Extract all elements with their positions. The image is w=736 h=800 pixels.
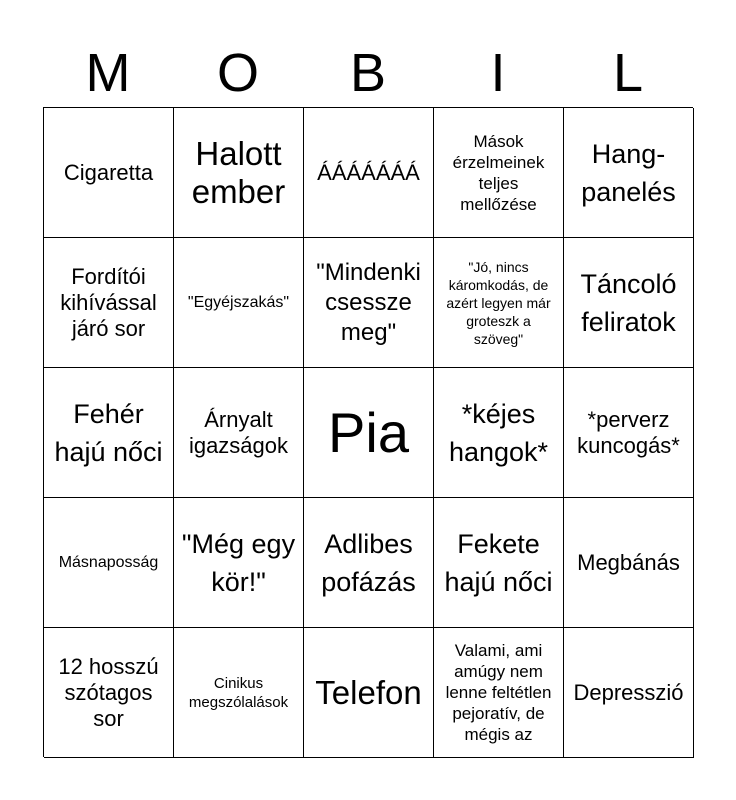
bingo-cell[interactable]: "Egyéjszakás" — [174, 238, 304, 368]
bingo-cell[interactable]: Fekete hajú nőci — [434, 498, 564, 628]
bingo-cell[interactable]: Másnaposság — [44, 498, 174, 628]
header-letter-m: M — [85, 43, 131, 103]
bingo-cell[interactable]: Árnyalt igazságok — [174, 368, 304, 498]
bingo-cell[interactable]: Mások érzelmeinek teljes mellőzése — [434, 108, 564, 238]
header-letter-l: L — [612, 43, 644, 103]
header-letter-o: O — [216, 43, 259, 103]
bingo-cell[interactable]: ÁÁÁÁÁÁÁ — [304, 108, 434, 238]
bingo-cell[interactable]: Pia — [304, 368, 434, 498]
bingo-cell[interactable]: "Még egy kör!" — [174, 498, 304, 628]
bingo-cell[interactable]: Telefon — [304, 628, 434, 758]
header-letter-b: B — [349, 43, 387, 103]
bingo-cell[interactable]: Valami, ami amúgy nem lenne feltétlen pejoratív, de mégis az — [434, 628, 564, 758]
bingo-cell[interactable]: Adlibes pofázás — [304, 498, 434, 628]
bingo-cell[interactable]: 12 hosszú szótagos sor — [44, 628, 174, 758]
bingo-cell[interactable]: *kéjes hangok* — [434, 368, 564, 498]
bingo-cell[interactable]: "Mindenki csessze meg" — [304, 238, 434, 368]
header-letter-i: I — [490, 43, 506, 103]
bingo-cell[interactable]: Fordítói kihívással járó sor — [44, 238, 174, 368]
bingo-cell[interactable]: Cinikus megszólalások — [174, 628, 304, 758]
bingo-grid — [43, 107, 693, 757]
bingo-cell[interactable]: "Jó, nincs káromkodás, de azért legyen már groteszk a szöveg" — [434, 238, 564, 368]
bingo-cell[interactable]: Megbánás — [564, 498, 694, 628]
bingo-cell[interactable]: Halott ember — [174, 108, 304, 238]
bingo-cell[interactable]: Hang-panelés — [564, 108, 694, 238]
bingo-cell[interactable]: Fehér hajú nőci — [44, 368, 174, 498]
bingo-header — [43, 40, 693, 106]
bingo-cell[interactable]: Depresszió — [564, 628, 694, 758]
bingo-cell[interactable]: *perverz kuncogás* — [564, 368, 694, 498]
bingo-cell[interactable]: Cigaretta — [44, 108, 174, 238]
bingo-cell[interactable]: Táncoló feliratok — [564, 238, 694, 368]
